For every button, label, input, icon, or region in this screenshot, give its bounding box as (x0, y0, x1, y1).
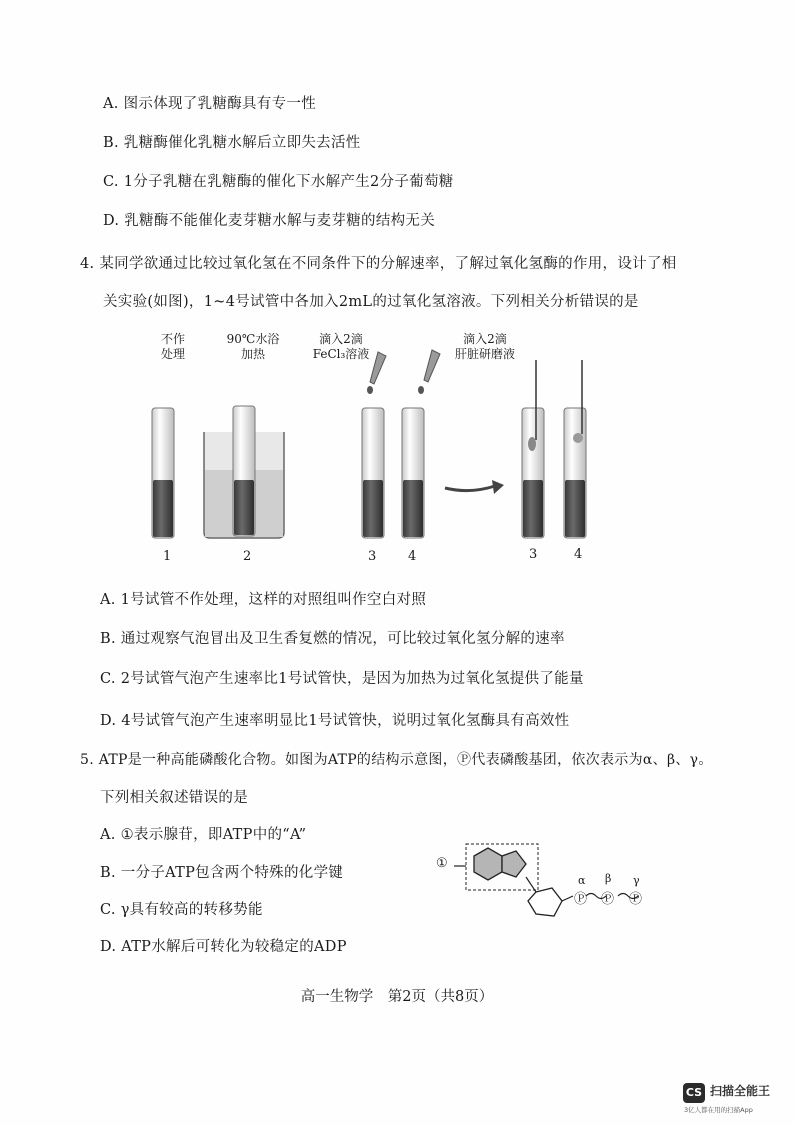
q3-option-b: B. 乳糖酶催化乳糖水解后立即失去活性 (103, 135, 361, 151)
q5-option-b: B. 一分子ATP包含两个特殊的化学键 (100, 865, 344, 881)
q4-label-1-line1: 不作 (160, 332, 185, 346)
test-tube-2-in-beaker (204, 406, 284, 538)
adenine-hexagon (474, 848, 502, 880)
q4-label-2-line2: 加热 (240, 347, 265, 361)
camscanner-subtitle: 3亿人都在用的扫描App (684, 1106, 753, 1114)
q3-option-c: C. 1分子乳糖在乳糖酶的催化下水解产生2分子葡萄糖 (103, 174, 454, 190)
q4-label-3-line1: 滴入2滴 (319, 332, 363, 346)
q4-test-tube-figure (140, 340, 600, 550)
ribose-ring (528, 888, 562, 916)
tube-number-1: 1 (163, 549, 172, 564)
greek-alpha: α (578, 874, 586, 887)
test-tube-1 (152, 408, 174, 538)
q5-option-a: A. ①表示腺苷，即ATP中的“A” (100, 827, 307, 843)
tube-number-4: 4 (408, 549, 417, 564)
phosphate-alpha-symbol: Ⓟ (574, 892, 588, 907)
q4-option-c: C. 2号试管气泡产生速率比1号试管快，是因为加热为过氧化氢提供了能量 (100, 671, 584, 687)
dropper-fecl3 (367, 352, 386, 394)
test-tube-4 (402, 408, 424, 538)
q5-option-c: C. γ具有较高的转移势能 (100, 902, 263, 918)
q4-option-a: A. 1号试管不作处理，这样的对照组叫作空白对照 (100, 592, 427, 608)
q3-option-a: A. 图示体现了乳糖酶具有专一性 (103, 96, 316, 112)
q4-label-3-line2: FeCl₃溶液 (312, 347, 370, 361)
tube-number-2: 2 (243, 549, 252, 564)
q4-option-d: D. 4号试管气泡产生速率明显比1号试管快，说明过氧化氢酶具有高效性 (100, 713, 570, 729)
tube-number-4-after: 4 (574, 547, 583, 562)
q5-option-d: D. ATP水解后可转化为较稳定的ADP (100, 939, 347, 955)
test-tube-3-after (522, 360, 544, 538)
q4-stem-line2: 关实验(如图)，1~4号试管中各加入2mL的过氧化氢溶液。下列相关分析错误的是 (103, 294, 639, 310)
phosphate-beta-symbol: Ⓟ (601, 892, 615, 907)
greek-gamma: γ (633, 874, 640, 887)
q4-label-4-line2: 肝脏研磨液 (454, 347, 515, 361)
q5-stem-line2: 下列相关叙述错误的是 (100, 790, 248, 806)
process-arrow (445, 486, 495, 491)
q4-stem-line1: 4. 某同学欲通过比较过氧化氢在不同条件下的分解速率，了解过氧化氢酶的作用，设计了相 (80, 256, 677, 272)
process-arrow-head (492, 480, 504, 494)
page-footer: 高一生物学 第2页（共8页） (300, 989, 494, 1005)
adenine-pentagon (502, 851, 526, 877)
camscanner-logo-icon: CS (683, 1083, 705, 1103)
test-tube-4-after (564, 360, 586, 538)
phosphate-gamma-symbol: Ⓟ (629, 892, 643, 907)
dropper-liver (418, 350, 440, 394)
tube-number-3-after: 3 (529, 547, 538, 562)
atp-structure-figure (430, 838, 660, 938)
q4-option-b: B. 通过观察气泡冒出及卫生香复燃的情况，可比较过氧化氢分解的速率 (100, 631, 565, 647)
test-tube-3 (362, 408, 384, 538)
camscanner-title: 扫描全能王 (710, 1084, 771, 1098)
q4-label-2-line1: 90℃水浴 (226, 332, 280, 346)
q4-label-4-line1: 滴入2滴 (463, 332, 507, 346)
q3-option-d: D. 乳糖酶不能催化麦芽糖水解与麦芽糖的结构无关 (103, 213, 436, 229)
q4-label-1-line2: 处理 (160, 347, 185, 361)
q5-stem-line1: 5. ATP是一种高能磷酸化合物。如图为ATP的结构示意图，Ⓟ代表磷酸基团，依次表示为α、β、γ。 (80, 752, 713, 768)
greek-beta: β (605, 872, 612, 885)
atp-adenosine-marker: ① (436, 856, 448, 871)
tube-number-3: 3 (368, 549, 377, 564)
